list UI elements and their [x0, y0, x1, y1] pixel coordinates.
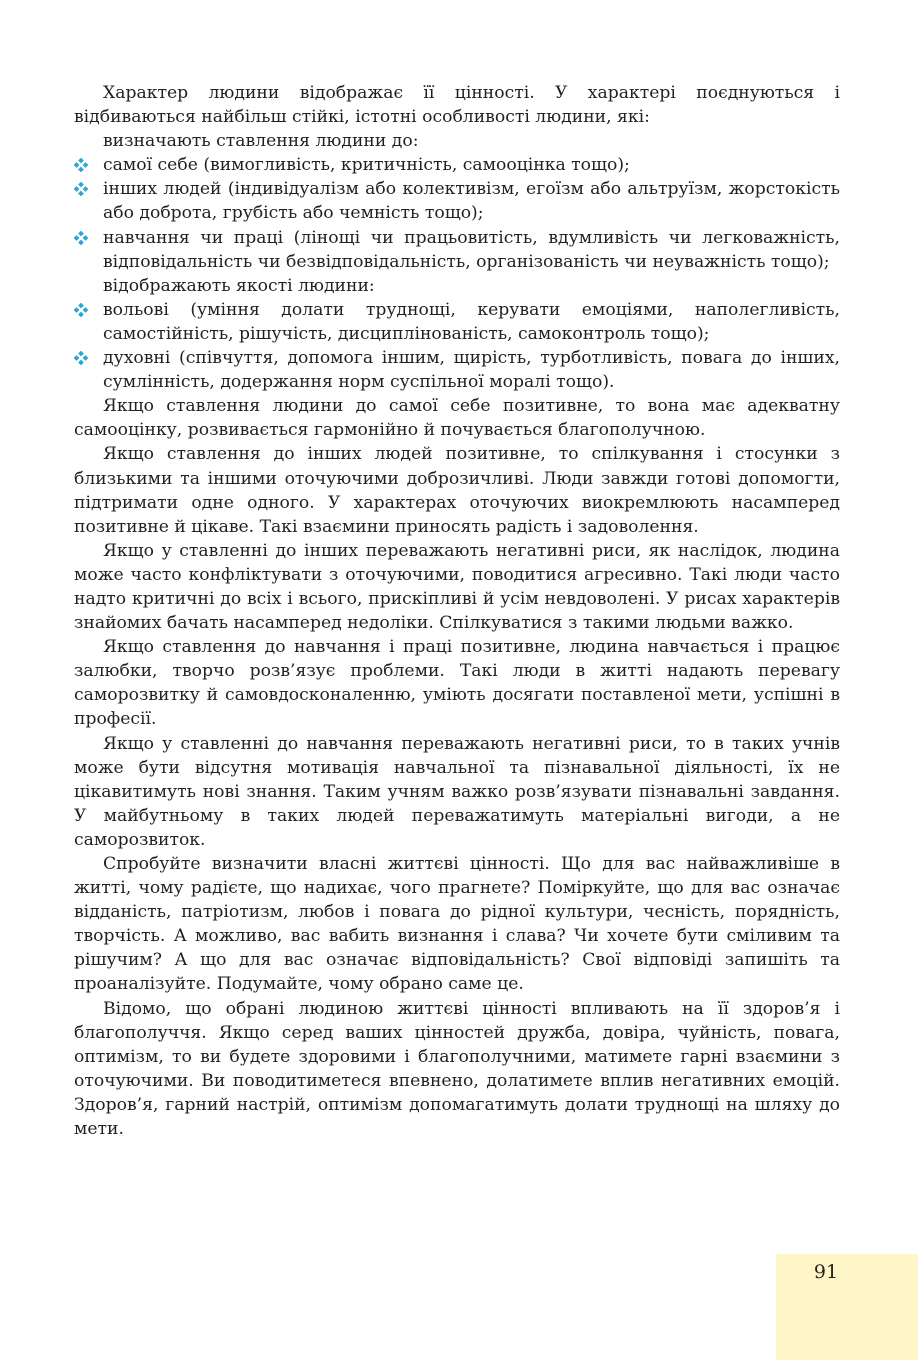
list-item	[74, 346, 840, 394]
list-item	[74, 153, 840, 177]
body-paragraph: Якщо у ставленні до навчання переважають негативні риси, то в таких учнів може бути відсутня мотивація навчальної та пізнавальної діяльності, їх не цікавитимуть нові знання. Таким учням важко розв’язувати пізнавальні завдання. У майбутньому в таких людей переважатимуть матеріальні вигоди, а не саморозвиток.	[74, 733, 840, 850]
page-number: 91	[813, 1261, 839, 1283]
list-item	[74, 226, 840, 274]
diamond-bullet-icon	[74, 158, 88, 172]
list-item-text: навчання чи праці (лінощі чи працьовитість, вдумливість чи легковажність, відповідальність чи безвідповідальність, організованість чи неуважність тощо);	[103, 227, 840, 272]
body-paragraph: Якщо ставлення людини до самої себе позитивне, то вона має адекватну самооцінку, розвивається гармонійно й почувається благополучною.	[74, 396, 840, 441]
group1-lead: визначають ставлення людини до:	[103, 131, 419, 152]
body-paragraph: Відомо, що обрані людиною життєві цінності впливають на її здоров’я і благополуччя. Якщо серед ваших цінностей дружба, довіра, чуйність, повага, оптимізм, то ви будете здоровими і благополучними, матимете гарні взаємини з оточуючими. Ви поводитиметеся впевнено, долатимете вплив негативних емоцій. Здоров’я, гарний настрій, оптимізм допомагатимуть долати труднощі на шляху до мети.	[74, 998, 840, 1140]
diamond-bullet-icon	[74, 182, 88, 196]
body-paragraph: Якщо ставлення до інших людей позитивне, то спілкування і стосунки з близькими та іншими оточуючими доброзичливі. Люди завжди готові допомогти, підтримати одне одного. У характерах оточуючих виокремлюють насамперед позитивне й цікаве. Такі взаємини приносять радість і задоволення.	[74, 444, 840, 537]
body-paragraph: Якщо ставлення до навчання і праці позитивне, людина навчається і працює залюбки, творчо розв’язує проблеми. Такі люди в житті надають перевагу саморозвитку й самовдосконаленню, уміють досягати поставленої мети, успішні в професії.	[74, 637, 840, 730]
group2-lead: відображають якості людини:	[103, 275, 375, 296]
diamond-bullet-icon	[74, 231, 88, 245]
diamond-bullet-icon	[74, 351, 88, 365]
page-body	[74, 81, 840, 1141]
list-item-text: інших людей (індивідуалізм або колективізм, егоїзм або альтруїзм, жорстокість або доброта, грубість або чемність тощо);	[103, 179, 840, 224]
list-item-text: самої себе (вимогливість, критичність, самооцінка тощо);	[103, 155, 630, 176]
body-paragraph: Спробуйте визначити власні життєві цінності. Що для вас найважливіше в житті, чому радієте, що надихає, чого прагнете? Поміркуйте, що для вас означає відданість, патріотизм, любов і повага до рідної культури, чесність, порядність, творчість. А можливо, вас вабить визнання і слава? Чи хочете бути сміливим та рішучим? А що для вас означає відповідальність? Свої відповіді запишіть та проаналізуйте. Подумайте, чому обрано саме це.	[74, 854, 840, 995]
list-item-text: вольові (уміння долати труднощі, керувати емоціями, наполегливість, самостійність, рішучість, дисциплінованість, самоконтроль тощо);	[103, 299, 840, 344]
intro-paragraph: Характер людини відображає її цінності. У характері поєднуються і відбиваються найбільш стійкі, істотні особливості людини, які:	[74, 83, 840, 128]
list-item	[74, 177, 840, 225]
list-item-text: духовні (співчуття, допомога іншим, щирість, турботливість, повага до інших, сумлінність, додержання норм суспільної моралі тощо).	[103, 348, 840, 393]
list-item	[74, 298, 840, 346]
diamond-bullet-icon	[74, 303, 88, 317]
body-paragraph: Якщо у ставленні до інших переважають негативні риси, як наслідок, людина може часто конфліктувати з оточуючими, поводитися агресивно. Такі люди часто надто критичні до всіх і всього, прискіпливі й усім невдоволені. У рисах характерів знайомих бачать насамперед недоліки. Спілкуватися з такими людьми важко.	[74, 540, 840, 634]
